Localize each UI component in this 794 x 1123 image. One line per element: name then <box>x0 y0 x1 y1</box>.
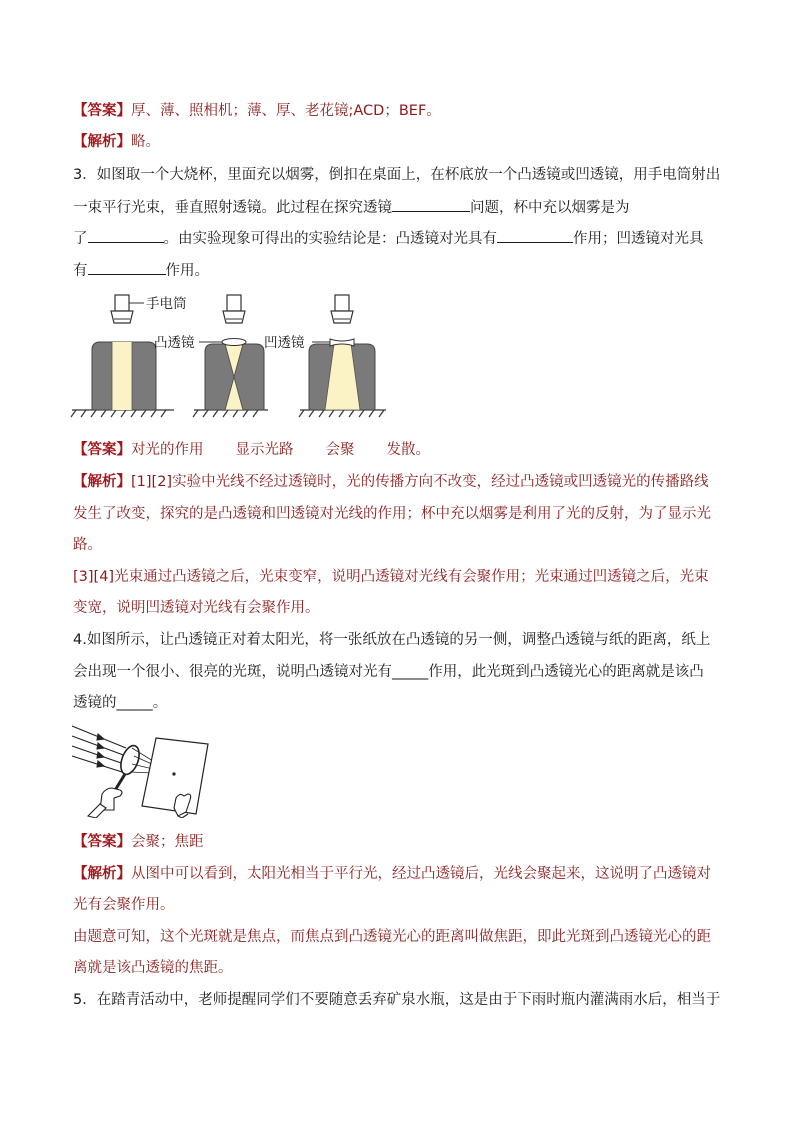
q4-answer-text: 会聚；焦距 <box>131 834 204 850</box>
q3-line-4b: 作用。 <box>165 263 209 279</box>
flashlight-label: 手电筒 <box>146 296 187 312</box>
q4-line-1: 4.如图所示，让凸透镜正对着太阳光，将一张纸放在凸透镜的另一侧，调整凸透镜与纸的距离，纸上 <box>73 632 711 648</box>
q3-line-4a: 有 <box>73 263 88 279</box>
q3-answer-3: 会聚 <box>325 442 355 458</box>
q2-answer-text: 厚、薄、照相机；薄、厚、老花镜;ACD；BEF。 <box>131 103 441 119</box>
table-surface-1 <box>71 410 174 417</box>
q3-analysis-line-1 <box>73 472 709 492</box>
table-surface-2 <box>193 410 268 417</box>
q3-analysis-text-1: [1][2]实验中光线不经过透镜时，光的传播方向不改变，经过凸透镜或凹透镜光的传播路线 <box>131 474 709 490</box>
q4-analysis-line-2: 光有会聚作用。 <box>73 897 175 913</box>
q2-analysis-line <box>73 132 160 152</box>
magnifying-glass-icon <box>114 743 143 792</box>
q3-analysis-line-2: 发生了改变，探究的是凸透镜和凹透镜对光线的作用；杯中充以烟雾是利用了光的反射，为了显示光 <box>73 506 711 522</box>
q3-blank-4[interactable] <box>88 260 166 275</box>
q4-analysis-text-1: 从图中可以看到，太阳光相当于平行光，经过凸透镜后，光线会聚起来，这说明了凸透镜对 <box>131 866 711 882</box>
answer-label: 【答案】 <box>73 442 131 458</box>
convex-lens-label: 凸透镜 <box>154 335 195 351</box>
q3-answer-1: 对光的作用 <box>131 442 204 458</box>
left-hand-icon <box>88 788 122 818</box>
q4-analysis-line-1 <box>73 864 711 884</box>
q3-analysis-line-3: 路。 <box>73 537 102 553</box>
analysis-label: 【解析】 <box>73 134 131 150</box>
q3-figure-flashlight-experiment <box>68 290 388 420</box>
q2-answer-line <box>73 101 441 121</box>
sunlight-rays <box>72 726 126 772</box>
q3-line-2a: 一束平行光束，垂直照射透镜。此过程在探究透镜 <box>73 200 392 216</box>
q3-blank-2[interactable] <box>88 228 164 243</box>
analysis-label: 【解析】 <box>73 474 131 490</box>
q4-line-2: 会出现一个很小、很亮的光斑，说明凸透镜对光有_____作用，此光斑到凸透镜光心的距离就是该凸 <box>73 664 704 680</box>
q3-line-4 <box>73 260 209 281</box>
q3-blank-3[interactable] <box>497 228 573 243</box>
table-surface-3 <box>299 410 386 417</box>
q4-answer-line <box>73 832 204 852</box>
flashlight-icon-3 <box>331 295 353 323</box>
flashlight-icon-2 <box>223 295 245 323</box>
beaker-no-lens <box>92 342 156 410</box>
q3-analysis-line-5: 变宽，说明凹透镜对光线有会聚作用。 <box>73 600 320 616</box>
q3-line-1: 3．如图取一个大烧杯，里面充以烟雾，倒扣在桌面上，在杯底放一个凸透镜或凹透镜，用手电筒射出 <box>73 167 721 183</box>
q3-answer-2: 显示光路 <box>235 442 294 458</box>
q3-blank-1[interactable] <box>392 197 470 212</box>
q4-line-3: 透镜的_____。 <box>73 695 168 711</box>
q3-answer-4: 发散。 <box>386 442 430 458</box>
analysis-label: 【解析】 <box>73 866 131 882</box>
q3-line-2b: 问题，杯中充以烟雾是为 <box>470 200 630 216</box>
q3-answer-line <box>73 440 430 460</box>
q5-line-1: 5．在踏青活动中，老师提醒同学们不要随意丢弃矿泉水瓶，这是由于下雨时瓶内灌满雨水后，相当于 <box>73 992 721 1008</box>
answer-label: 【答案】 <box>73 103 131 119</box>
q3-line-3c: 作用；凹透镜对光具 <box>573 231 704 247</box>
right-hand-icon <box>174 794 191 818</box>
q4-analysis-line-3: 由题意可知，这个光斑就是焦点，而焦点到凸透镜光心的距离叫做焦距，即此光斑到凸透镜光心的距 <box>73 929 711 945</box>
concave-lens-label: 凹透镜 <box>264 335 305 351</box>
beaker-convex-lens <box>205 344 264 410</box>
q3-line-3 <box>73 228 704 249</box>
q3-line-3b: 。由实验现象可得出的实验结论是：凸透镜对光具有 <box>163 231 497 247</box>
beaker-concave-lens <box>309 344 375 410</box>
q3-line-2 <box>73 197 630 218</box>
q3-line-3a: 了 <box>73 231 88 247</box>
q3-analysis-line-4: [3][4]光束通过凸透镜之后，光束变窄，说明凸透镜对光线有会聚作用；光束通过凹透镜之后，光束 <box>73 569 709 585</box>
q2-analysis-text: 略。 <box>131 134 160 150</box>
q4-figure-lens-sunlight <box>70 718 220 818</box>
flashlight-icon-1 <box>111 295 144 323</box>
answer-label: 【答案】 <box>73 834 131 850</box>
q4-analysis-line-4: 离就是该凸透镜的焦距。 <box>73 960 233 976</box>
